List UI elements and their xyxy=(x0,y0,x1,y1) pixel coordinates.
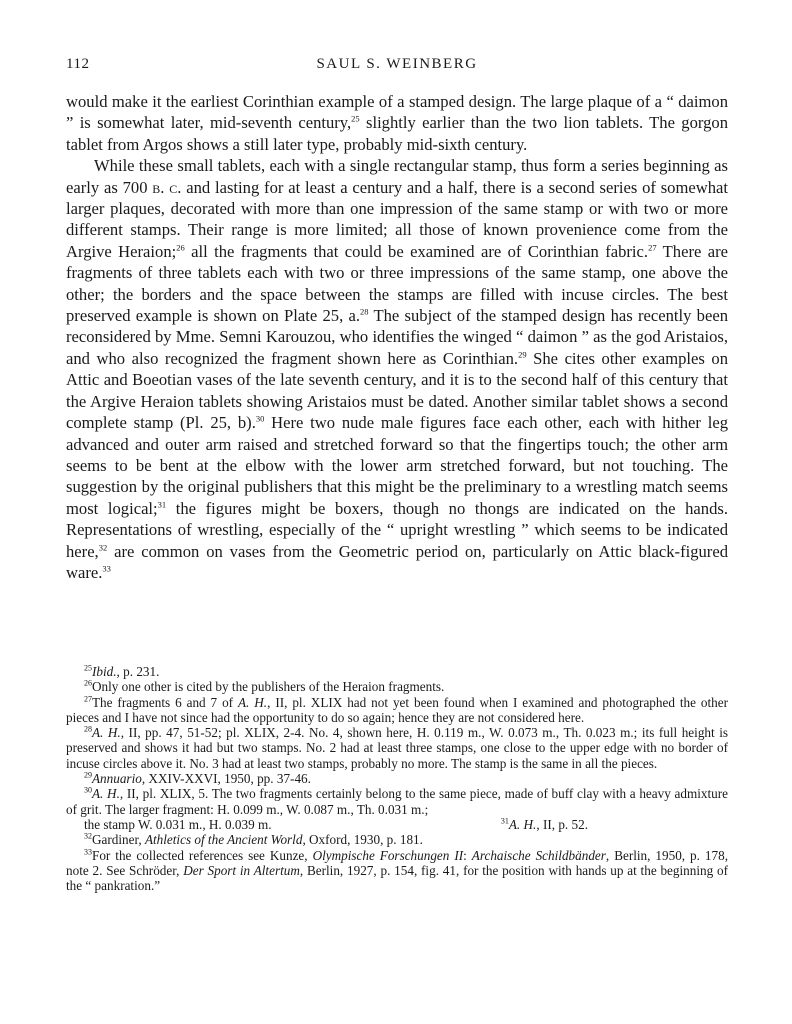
running-title: SAUL S. WEINBERG xyxy=(316,56,478,72)
footnote-32: $^{32}$Gardiner, Athletics of the Ancient World, Oxford, 1930, p. 181. xyxy=(84,831,423,848)
footnote-ref-29[interactable]: 29 xyxy=(518,349,527,360)
footnotes xyxy=(66,664,728,893)
paragraph-2: While these small tablets, each with a single rectangular stamp, thus form a series beginning as early as 700 b. c. and lasting for at least a century and a half, there is a second series of somewhat larger plaques, decorated with more than one impression of the same stamp or with two or more different stamps. Their range is more limited; all those of known provenience come from the Argive Heraion;$^{26}$ all the fragments that could be examined are of Corinthian fabric.$^{27}$ There are fragments of three tablets each with two or three impressions of the same stamp, one above the other; the borders and the space between the stamps are filled with incuse circles. The best preserved example is shown on Plate 25, a.$^{28}$ The subject of the stamped design has recently been reconsidered by Mme. Semni Karouzou, who identifies the winged “ daimon ” as the god Aristaios, and who also recognized the fragment shown here as Corinthian.$^{29}$ She cites other examples on Attic and Boeotian vases of the late seventh century, and it is to the second half of this century that the Argive Heraion tablets showing Aristaios must be dated. Another similar tablet shows a second complete stamp (Pl. 25, b).$^{30}$ Here two nude male figures face each other, each with hither leg advanced and outer arm raised and stretched forward so that the fingertips touch; the other arm seems to be bent at the elbow with the lower arm stretched forward, but not touching. The suggestion by the original publishers that this might be the preliminary to a wrestling match seems most logical;$^{31}$ the figures might be boxers, though no thongs are indicated on the hands. Representations of wrestling, especially of the “ upright wrestling ” which seems to be indicated here,$^{32}$ are common on vases from the Geometric period on, particularly on Attic black-figured ware.$^{33}$ xyxy=(66,156,729,582)
footnote-ref-28[interactable]: 28 xyxy=(360,306,369,317)
footnote-ref-32[interactable]: 32 xyxy=(98,542,108,552)
footnote-30-last-line: the stamp W. 0.031 m., H. 0.039 m. xyxy=(84,816,272,832)
footnote-29: $^{29}$Annuario, XXIV-XXVI, 1950, pp. 37-46. xyxy=(84,770,311,787)
page-header xyxy=(66,56,728,80)
footnote-30: $^{30}$A. H., II, pl. XLIX, 5. The two fragments certainly belong to the same piece, made of buff clay with a heavy admixture of grit. The larger fragment: H. 0.099 m., W. 0.087 m., Th. 0.031 m.; xyxy=(66,785,728,817)
footnote-25: $^{25}$Ibid., p. 231. xyxy=(84,663,160,679)
footnote-27: $^{27}$The fragments 6 and 7 of A. H., II, pl. XLIX had not yet been found when I examined and photographed the other pieces and I have not since had the opportunity to do so again; hence they are not considered here. xyxy=(66,694,728,725)
page xyxy=(66,56,728,1006)
page-number: 112 xyxy=(66,56,90,72)
footnote-28: $^{28}$A. H., II, pp. 47, 51-52; pl. XLIX, 2-4. No. 4, shown here, H. 0.119 m., W. 0.073 m., Th. 0.023 m.; its full height is preserved and shows it had but two stamps. No. 2 had at least three stamps, one close to the upper edge with no border of incuse circles above it. No. 3 had at least two stamps, probably no more. The stamp is the same in all the pieces. xyxy=(66,724,728,771)
footnote-ref-31[interactable]: 31 xyxy=(157,499,167,510)
body-text xyxy=(66,91,728,583)
footnote-ref-25[interactable]: 25 xyxy=(351,113,360,124)
footnote-ref-26[interactable]: 26 xyxy=(176,242,185,253)
footnote-ref-30[interactable]: 30 xyxy=(255,413,265,424)
footnote-ref-33[interactable]: 33 xyxy=(102,563,111,574)
footnote-33: $^{33}$For the collected references see Kunze, Olympische Forschungen II: Archaische Schildbänder, Berlin, 1950, p. 178, note 2. See Schröder, Der Sport in Altertum, Berlin, 1927, p. 154, fig. 41, for the position with hands up at the beginning of the “ pankration.” xyxy=(66,847,728,894)
footnote-26: $^{26}$Only one other is cited by the publishers of the Heraion fragments. xyxy=(84,678,445,695)
footnote-ref-27[interactable]: 27 xyxy=(648,242,657,253)
paragraph-1: would make it the earliest Corinthian example of a stamped design. The large plaque of a “ daimon ” is somewhat later, mid-seventh century,$^{25}$ slightly earlier than the two lion tablets. The gorgon tablet from Argos shows a still later type, probably mid-sixth century. xyxy=(66,92,728,154)
footnote-31: $^{31}$A. H., II, p. 52. xyxy=(500,816,588,832)
footnote-30-31-line xyxy=(66,817,728,832)
